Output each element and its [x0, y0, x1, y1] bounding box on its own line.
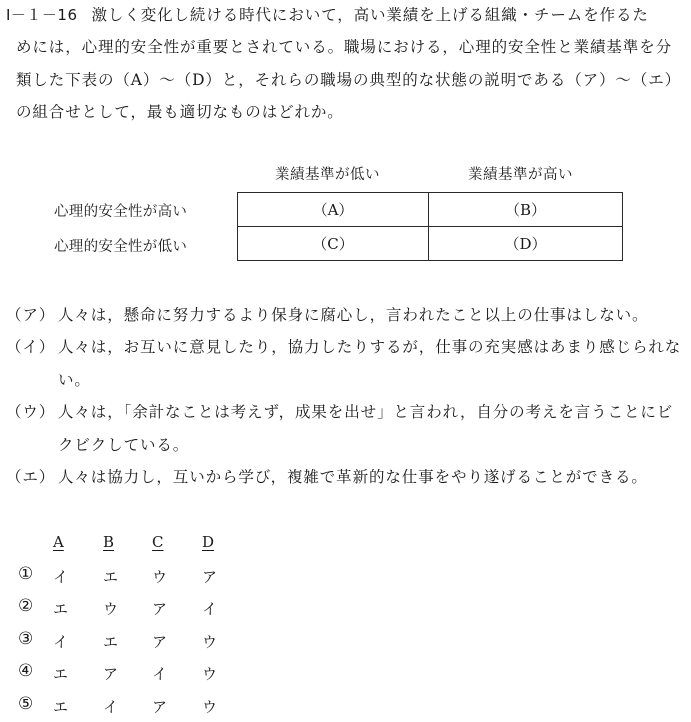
- question-number: Ⅰ－１－16: [6, 6, 78, 24]
- choice-number: ⑤: [18, 694, 34, 714]
- choice-cell-c: ア: [152, 633, 168, 651]
- choice-cell-d: ア: [202, 568, 218, 586]
- question-stem-line-2: めには，心理的安全性が重要とされている。職場における，心理的安全性と業績基準を分: [16, 38, 673, 56]
- column-header-high-performance: 業績基準が高い: [468, 167, 573, 183]
- choice-cell-b: ウ: [103, 600, 119, 618]
- option-u: [6, 400, 673, 422]
- classification-table: [237, 192, 623, 261]
- option-label: （エ）: [6, 468, 56, 486]
- choice-cell-b: エ: [103, 568, 119, 586]
- question-stem-line-4: の組合せとして，最も適切なものはどれか。: [16, 103, 344, 121]
- option-text: 人々は，「余計なことは考えず，成果を出せ」と言われ，自分の考えを言うことにビ: [58, 403, 674, 421]
- option-e: [6, 465, 648, 487]
- column-header-low-performance: 業績基準が低い: [275, 167, 380, 183]
- choice-cell-a: エ: [53, 665, 69, 683]
- option-i-continuation: い。: [58, 371, 91, 389]
- row-header-high-safety: 心理的安全性が高い: [54, 204, 188, 220]
- choice-cell-a: エ: [53, 698, 69, 716]
- answer-header-a: A: [53, 533, 64, 551]
- choice-cell-c: ア: [152, 698, 168, 716]
- table-row: [238, 227, 623, 261]
- choice-cell-d: ウ: [202, 665, 218, 683]
- choice-cell-c: ウ: [152, 568, 168, 586]
- cell-b: （B）: [429, 193, 623, 227]
- choice-number: ②: [18, 596, 34, 616]
- cell-c: （C）: [238, 227, 429, 261]
- option-i: [6, 335, 681, 357]
- choice-cell-b: ア: [103, 665, 119, 683]
- choice-cell-c: ア: [152, 600, 168, 618]
- choice-cell-d: イ: [202, 600, 218, 618]
- choice-number: ①: [18, 564, 34, 584]
- question-text: 激しく変化し続ける時代において，高い業績を上げる組織・チームを作るた: [91, 6, 649, 24]
- answer-header-c: C: [152, 533, 164, 551]
- option-text: 人々は，お互いに意見したり，協力したりするが，仕事の充実感はあまり感じられな: [58, 338, 682, 356]
- choice-cell-b: イ: [103, 698, 119, 716]
- option-text: 人々は協力し，互いから学び，複雑で革新的な仕事をやり遂げることができる。: [58, 468, 648, 486]
- choice-number: ④: [18, 661, 34, 681]
- answer-header-d: D: [202, 533, 215, 551]
- cell-a: （A）: [238, 193, 429, 227]
- cell-d: （D）: [429, 227, 623, 261]
- question-stem-line-3: 類した下表の（A）～（D）と，それらの職場の典型的な状態の説明である（ア）～（エ）: [16, 71, 682, 89]
- choice-cell-b: エ: [103, 633, 119, 651]
- choice-cell-a: イ: [53, 568, 69, 586]
- choice-cell-a: エ: [53, 600, 69, 618]
- option-u-continuation: クビクしている。: [58, 436, 190, 454]
- choice-cell-d: ウ: [202, 698, 218, 716]
- table-row: [238, 193, 623, 227]
- row-header-low-safety: 心理的安全性が低い: [54, 239, 188, 255]
- choice-number: ③: [18, 629, 34, 649]
- option-label: （ウ）: [6, 403, 56, 421]
- answer-header-b: B: [103, 533, 115, 551]
- option-a: [6, 303, 648, 325]
- option-label: （イ）: [6, 338, 56, 356]
- question-stem-line-1: [6, 4, 649, 25]
- option-label: （ア）: [6, 306, 56, 324]
- choice-cell-d: ウ: [202, 633, 218, 651]
- option-text: 人々は，懸命に努力するより保身に腐心し，言われたこと以上の仕事はしない。: [58, 306, 649, 324]
- choice-cell-c: イ: [152, 665, 168, 683]
- choice-cell-a: イ: [53, 633, 69, 651]
